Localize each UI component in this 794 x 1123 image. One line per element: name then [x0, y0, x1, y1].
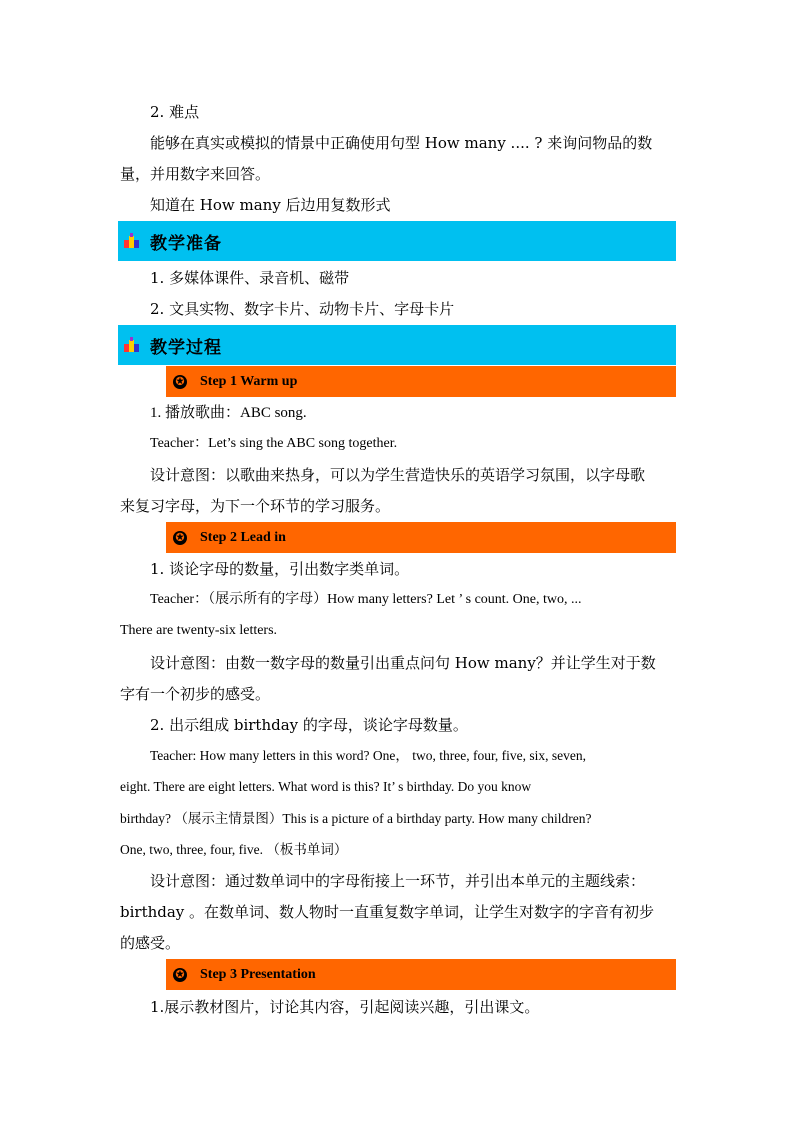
star-icon: ✪: [173, 968, 187, 982]
step3-line1: 1.展示教材图片，讨论其内容，引起阅读兴趣，引出课文。: [150, 998, 540, 1016]
step2-intent-line1: 设计意图：由数一数字母的数量引出重点问句 How many？并让学生对于数: [150, 654, 656, 672]
step2-teacher-line1: Teacher: How many letters in this word? One， two, three, four, five, six, seven,: [150, 748, 587, 763]
step1-intent-line1: 设计意图：以歌曲来热身，可以为学生营造快乐的英语学习氛围，以字母歌: [150, 466, 646, 484]
step1-line2: Teacher：Let’s sing the ABC song together.: [150, 436, 398, 451]
bullet-icon: [124, 233, 140, 249]
step1-line1: 1. 播放歌曲：ABC song.: [150, 405, 307, 421]
step-3-bar: [166, 959, 676, 990]
step2-intent-line2: 字有一个初步的感受。: [120, 685, 271, 703]
step-title: Step 3 Presentation: [200, 966, 316, 982]
step2-intent2-line2: birthday 。在数单词、数人物时一直重复数字单词，让学生对数字的字音有初步: [120, 903, 655, 921]
step-title: Step 2 Lead in: [200, 529, 286, 545]
step2-line4: 2. 出示组成 birthday 的字母，谈论字母数量。: [150, 716, 468, 734]
difficulty-heading: 2. 难点: [150, 103, 200, 121]
step-1-bar: [166, 366, 676, 397]
step2-intent2-line3: 的感受。: [120, 934, 181, 952]
bullet-icon: [124, 337, 140, 353]
section-title: 教学准备: [150, 233, 222, 254]
section-title: 教学过程: [150, 337, 222, 358]
step2-teacher-line2: eight. There are eight letters. What word is this? It’ s birthday. Do you know: [120, 779, 532, 794]
step1-intent-line2: 来复习字母，为下一个环节的学习服务。: [120, 497, 391, 515]
step2-teacher-line3: birthday? （展示主情景图）This is a picture of a birthday party. How many children?: [120, 811, 592, 826]
step2-teacher-line4: One, two, three, four, five. （板书单词）: [120, 842, 348, 857]
star-icon: ✪: [173, 531, 187, 545]
star-icon: ✪: [173, 375, 187, 389]
prep-item-2: 2. 文具实物、数字卡片、动物卡片、字母卡片: [150, 300, 455, 318]
section-teaching-prep: [118, 221, 676, 261]
prep-item-1: 1. 多媒体课件、录音机、磁带: [150, 269, 350, 287]
section-teaching-process: [118, 325, 676, 365]
difficulty-para1-line1: 能够在真实或模拟的情景中正确使用句型 How many .... ? 来询问物品的数: [150, 134, 653, 152]
step2-intent2-line1: 设计意图：通过数单词中的字母衔接上一环节，并引出本单元的主题线索：: [150, 872, 646, 890]
step-2-bar: [166, 522, 676, 553]
difficulty-para1-line2: 量，并用数字来回答。: [120, 165, 271, 183]
step-title: Step 1 Warm up: [200, 373, 298, 389]
step2-line2: Teacher：（展示所有的字母）How many letters? Let ’ s count. One, two, ...: [150, 592, 582, 607]
step2-line3: There are twenty-six letters.: [120, 623, 278, 638]
difficulty-para2: 知道在 How many 后边用复数形式: [150, 196, 391, 214]
step2-line1: 1. 谈论字母的数量，引出数字类单词。: [150, 560, 410, 578]
